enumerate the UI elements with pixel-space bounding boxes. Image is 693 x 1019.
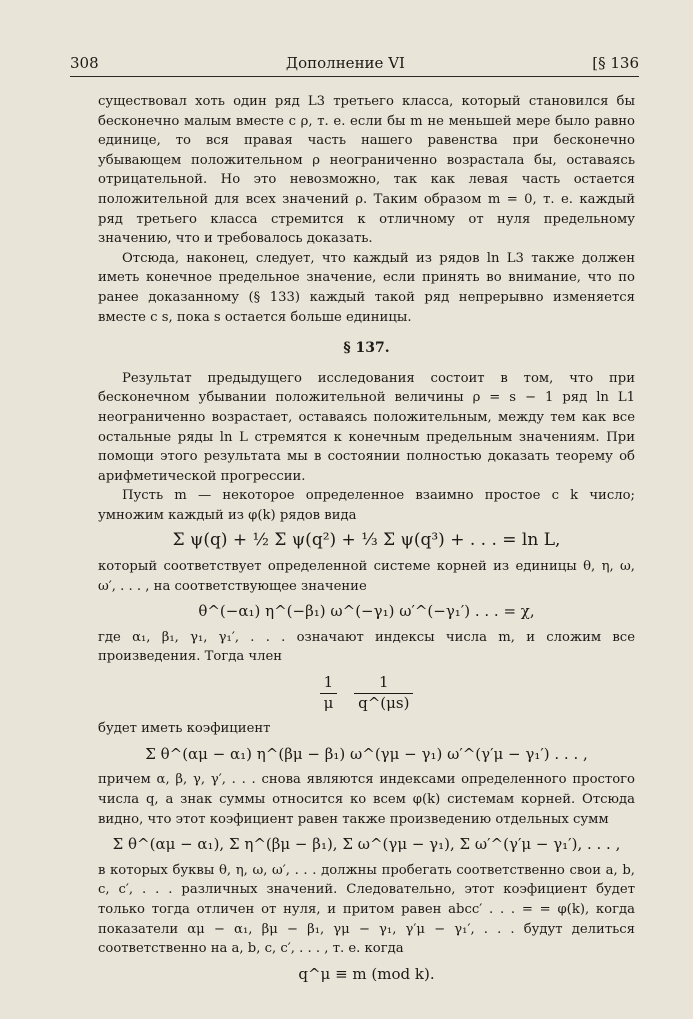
page-number: 308 (70, 54, 99, 72)
formula-coefficient: Σ θ^(αμ − α₁) η^(βμ − β₁) ω^(γμ − γ₁) ω′^(γ′μ − γ₁′) . . . , (145, 744, 588, 763)
formula-term (98, 673, 635, 713)
chapter-title: Дополнение VI (285, 54, 405, 72)
paragraph: Пусть m — некоторое определенное взаимно простое с k число; умножим каждый из φ(k) рядов вида (98, 488, 635, 523)
paragraph: который соответствует определенной системе корней из единицы θ, η, ω, ω′, . . . , на соответствующее значение (98, 559, 635, 594)
formula-series-sum: Σ ψ(q) + ½ Σ ψ(q²) + ⅓ Σ ψ(q³) + . . . = ln L, (172, 530, 561, 551)
page-body (98, 92, 635, 990)
paragraph: причем α, β, γ, γ′, . . . снова являются индексами определенного простого числа q, а знак суммы относится ко всем φ(k) системам корней. Отсюда видно, что этот коэфициент равен также произведению отдельных сумм (98, 772, 635, 827)
paragraph: существовал хоть один ряд L3 третьего класса, который становился бы бесконечно малым вместе с ρ, т. е. если бы m не меньшей мере было равно единице, то вся правая часть нашего равенства при бесконечно убывающем положительном ρ неограниченно возрастала бы, оставаясь отрицательной. Но это невозможно, так как левая часть остается положительной для всех значений ρ. Таким образом m = 0, т. е. каждый ряд третьего класса стремится к отличному от нуля предельному значению, что и требовалось доказать. (98, 94, 635, 247)
paragraph: Отсюда, наконец, следует, что каждый из рядов ln L3 также должен иметь конечное предельное значение, если принять во внимание, что по ранее доказанному (§ 133) каждый такой ряд непрерывно изменяется вместе с s, пока s остается больше единицы. (98, 250, 635, 325)
paragraph: будет иметь коэфициент (98, 721, 271, 737)
fraction: $\frac{1}{q\^{}(\mu s)}$ (354, 673, 413, 713)
paragraph: в которых буквы θ, η, ω, ω′, . . . должны пробегать соответственно свои a, b, c, c′, . . . различных значений. Следовательно, этот коэфициент будет только тогда отличен от нуля, и притом равен abcc′ . . . = = φ(k), когда показатели αμ − α₁, βμ − β₁, γμ − γ₁, γ′μ − γ₁′, . . . будут делиться соответственно на a, b, c, c′, . . . , т. е. когда (98, 862, 635, 957)
running-head (70, 54, 639, 77)
formula-chi: θ^(−α₁) η^(−β₁) ω^(−γ₁) ω′^(−γ₁′) . . . = χ, (198, 602, 535, 621)
paragraph: где α₁, β₁, γ₁, γ₁′, . . . означают индексы числа m, и сложим все произведения. Тогда член (98, 629, 635, 665)
formula-separate-sums: Σ θ^(αμ − α₁), Σ η^(βμ − β₁), Σ ω^(γμ − γ₁), Σ ω′^(γ′μ − γ₁′), . . . , (112, 835, 621, 854)
formula-congruence: q^μ ≡ m (mod k). (298, 964, 435, 983)
fraction: $\frac{1}{\mu}$ (320, 673, 338, 713)
section-heading: § 137. (343, 340, 390, 357)
paragraph: Результат предыдущего исследования состоит в том, что при бесконечном убывании положительной величины ρ = s − 1 ряд ln L1 неограниченно возрастает, оставаясь положительным, между тем как все остальные ряды ln L стремятся к конечным предельным значениям. При помощи этого результата мы в состоянии полностью доказать теорему об арифметической прогрессии. (98, 370, 635, 484)
section-reference: [§ 136 (592, 54, 639, 72)
